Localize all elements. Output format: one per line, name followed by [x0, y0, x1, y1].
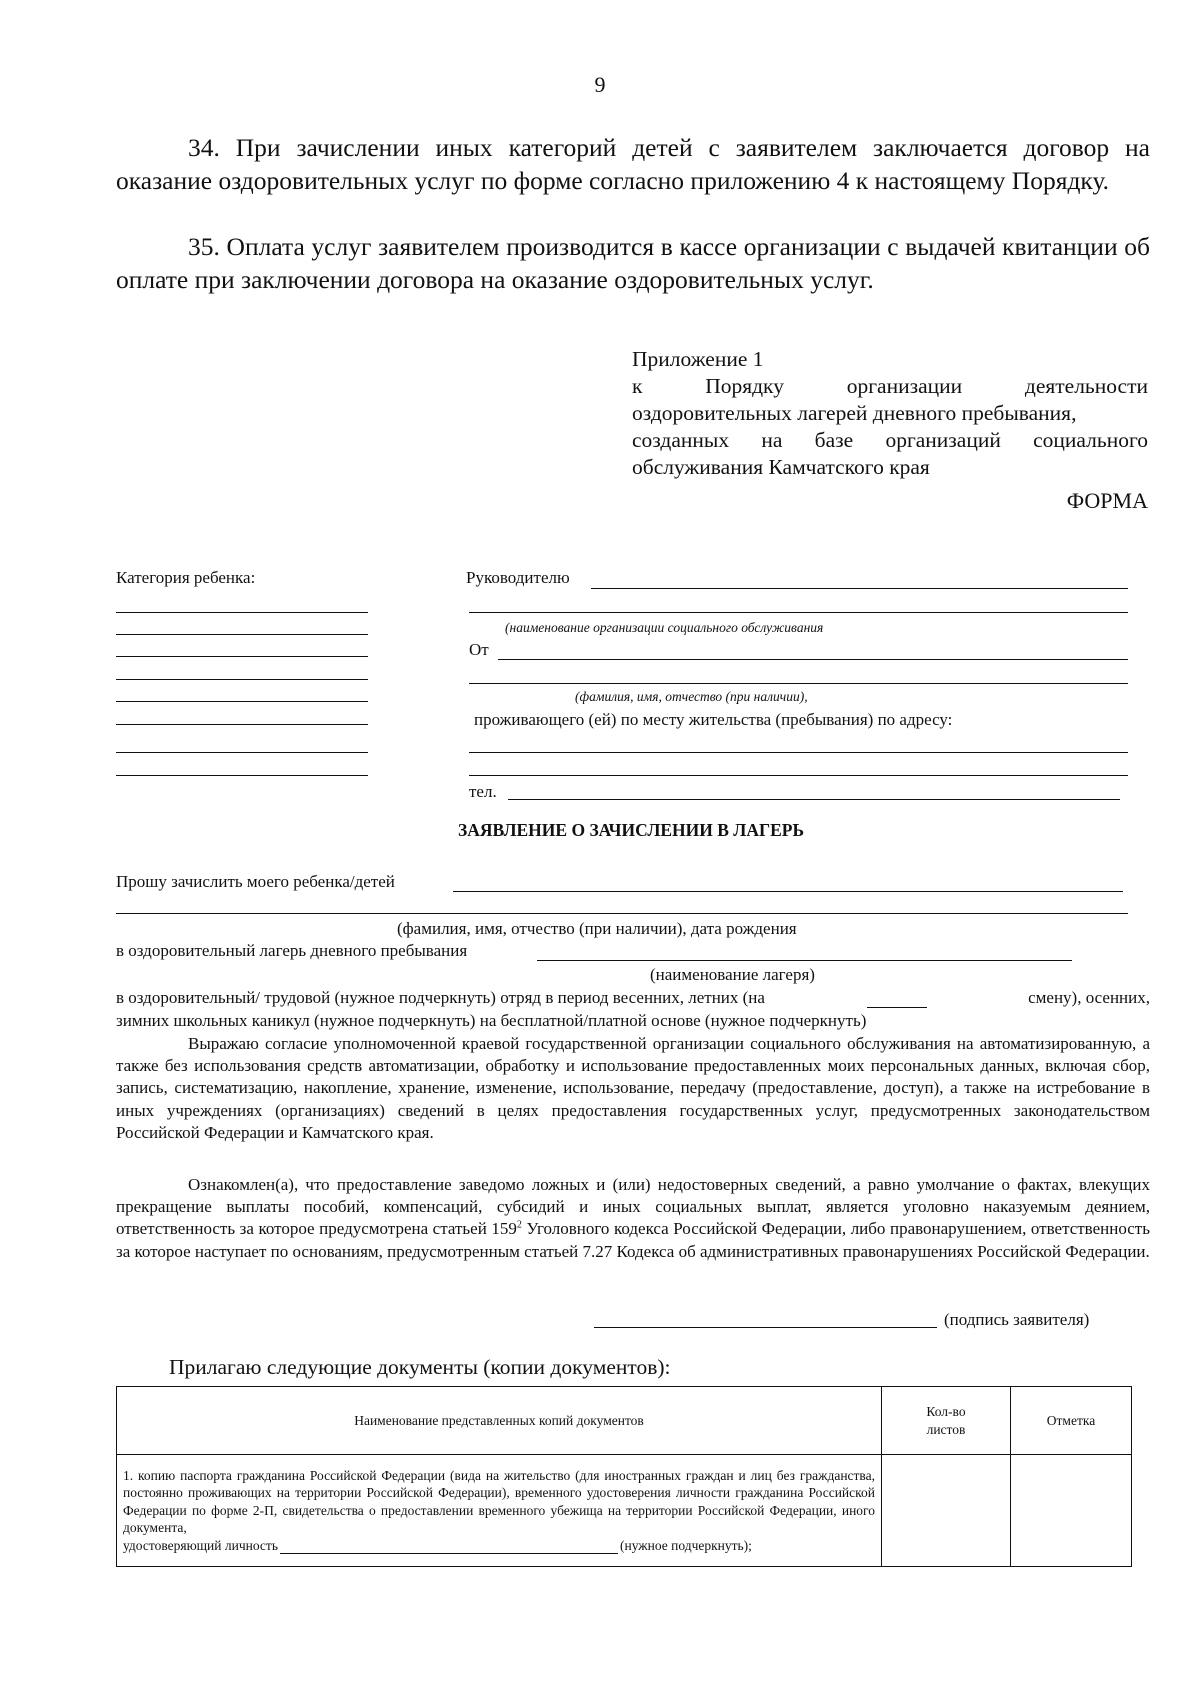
org-note: (наименование организации социального обслуживания	[505, 620, 824, 635]
appendix-line-1: Приложение 1	[632, 347, 764, 371]
to-label: Руководителю	[466, 568, 570, 587]
to-field[interactable]	[591, 588, 1128, 589]
category-line-8[interactable]	[116, 775, 368, 776]
appendix-line-3: оздоровительных лагерей дневного пребывания,	[632, 401, 1077, 425]
category-line-4[interactable]	[116, 679, 368, 680]
documents-table	[116, 1386, 1132, 1567]
article-superscript: 2	[516, 1219, 522, 1231]
category-line-2[interactable]	[116, 634, 368, 635]
consent-paragraph: Выражаю согласие уполномоченной краевой государственной организации социального обслуживания на автоматизированную, а также без использования средств автоматизации, обработку и использование предоставленных моих персональных данных, включая сбор, запись, систематизацию, накопление, хранение, изменение, использование, передачу (предоставление, доступ), а также на истребование в иных учреждениях (организациях) сведений в целях предоставления государственных услуг, предусмотренных законодательством Российской Федерации и Камчатского края.	[116, 1034, 1150, 1142]
appendix-word: организации	[846, 374, 963, 398]
appendix-line-4	[632, 427, 1148, 454]
category-line-7[interactable]	[116, 752, 368, 753]
category-line-1[interactable]	[116, 612, 368, 613]
to-field-2[interactable]	[469, 612, 1128, 613]
squad-text-b: смену), осенних,	[1028, 988, 1150, 1007]
camp-note: (наименование лагеря)	[650, 965, 815, 984]
doc-tail-a: удостоверяющий личность	[123, 1537, 278, 1553]
doc-text-1: 1. копию паспорта гражданина Российской Федерации (вида на жительство (для иностранных граждан и лиц без гражданства, постоянно проживающих на территории Российской Федерации), временного удостоверения личности гражданина Российской Федерации по форме 2-П, свидетельства о предоставлении временного убежища на территории Российской Федерации, иного документа,	[123, 1467, 875, 1536]
squad-text-a: в оздоровительный/ трудовой (нужное подчеркнуть) отряд в период весенних, летних (на	[116, 988, 765, 1007]
squad-line-2: зимних школьных каникул (нужное подчеркнуть) на бесплатной/платной основе (нужное подчеркнуть)	[116, 1011, 867, 1030]
header-doc-name: Наименование представленных копий документов	[117, 1387, 882, 1455]
appendix-word: на	[761, 428, 783, 452]
from-label: От	[469, 640, 489, 659]
fio-note-header: (фамилия, имя, отчество (при наличии),	[575, 689, 808, 704]
child-name-field-2[interactable]	[116, 913, 1128, 914]
from-field[interactable]	[498, 659, 1128, 660]
acknowledge-text-b: Уголовного кодекса Российской Федерации, либо правонарушением, ответственность за которое наступает по основаниям, предусмотренным статьей 7.27 Кодекса об административных правонарушениях Российской Федерации.	[116, 1219, 1150, 1261]
appendix-word: Порядку	[705, 374, 784, 398]
paragraph-34: 34. При зачислении иных категорий детей с заявителем заключается договор на оказание оздоровительных услуг по форме согласно приложению 4 к настоящему Порядку.	[116, 133, 1150, 195]
address-field-2[interactable]	[469, 775, 1128, 776]
doc-tail-1	[123, 1537, 875, 1555]
acknowledge-paragraph	[116, 1174, 1150, 1263]
forma-label: ФОРМА	[1066, 488, 1148, 513]
category-line-3[interactable]	[116, 656, 368, 657]
camp-label: в оздоровительный лагерь дневного пребывания	[116, 941, 468, 960]
identity-doc-field[interactable]	[280, 1540, 618, 1554]
appendix-word: базе	[814, 428, 854, 452]
appendix-word: социального	[1033, 428, 1148, 452]
appendix-line-5: обслуживания Камчатского края	[632, 455, 930, 479]
phone-field[interactable]	[508, 799, 1120, 800]
form-title: ЗАЯВЛЕНИЕ О ЗАЧИСЛЕНИИ В ЛАГЕРЬ	[457, 820, 805, 840]
doc-tail-b: (нужное подчеркнуть);	[619, 1537, 752, 1553]
header-mark: Отметка	[1011, 1387, 1132, 1455]
appendix-word: организаций	[885, 428, 1001, 452]
page-number: 9	[594, 72, 606, 97]
appendix-line-2	[632, 373, 1148, 400]
signature-label: (подпись заявителя)	[944, 1310, 1090, 1329]
child-fio-note: (фамилия, имя, отчество (при наличии), дата рождения	[397, 919, 797, 938]
table-row	[117, 1455, 1132, 1567]
appendix-word: деятельности	[1024, 374, 1148, 398]
appendix-word: созданных	[632, 428, 730, 452]
paragraph-35: 35. Оплата услуг заявителем производится в кассе организации с выдачей квитанции об оплате при заключении договора на оказание оздоровительных услуг.	[116, 232, 1150, 294]
request-line-1: Прошу зачислить моего ребенка/детей	[116, 872, 395, 891]
signature-field[interactable]	[594, 1327, 937, 1328]
mark-cell-1[interactable]	[1011, 1455, 1132, 1567]
doc-cell-1	[117, 1455, 882, 1567]
child-name-field[interactable]	[453, 891, 1123, 892]
address-field-1[interactable]	[469, 752, 1128, 753]
appendix-word: к	[632, 374, 643, 398]
appendix-block	[632, 346, 1148, 481]
category-line-5[interactable]	[116, 701, 368, 702]
shift-field[interactable]	[867, 992, 927, 1008]
acknowledge-text-a: Ознакомлен(а), что предоставление заведомо ложных и (или) недостоверных сведений, а равно умолчание о фактах, влекущих прекращение выплаты пособий, компенсаций, субсидий и иных социальных выплат, является уголовно наказуемым деянием, ответственность за которое предусмотрена статьей 159	[116, 1175, 1150, 1239]
from-field-2[interactable]	[469, 683, 1128, 684]
phone-label: тел.	[469, 782, 497, 801]
category-line-6[interactable]	[116, 724, 368, 725]
address-label: проживающего (ей) по месту жительства (пребывания) по адресу:	[474, 710, 953, 729]
table-header-row	[117, 1387, 1132, 1455]
squad-line	[116, 988, 1150, 1008]
attach-heading: Прилагаю следующие документы (копии документов):	[169, 1355, 671, 1379]
sheet-count-cell-1[interactable]	[882, 1455, 1011, 1567]
category-label: Категория ребенка:	[116, 568, 256, 587]
camp-field[interactable]	[537, 960, 1072, 961]
header-sheet-count-text: Кол-во листов	[926, 1404, 966, 1437]
header-sheet-count	[882, 1387, 1011, 1455]
